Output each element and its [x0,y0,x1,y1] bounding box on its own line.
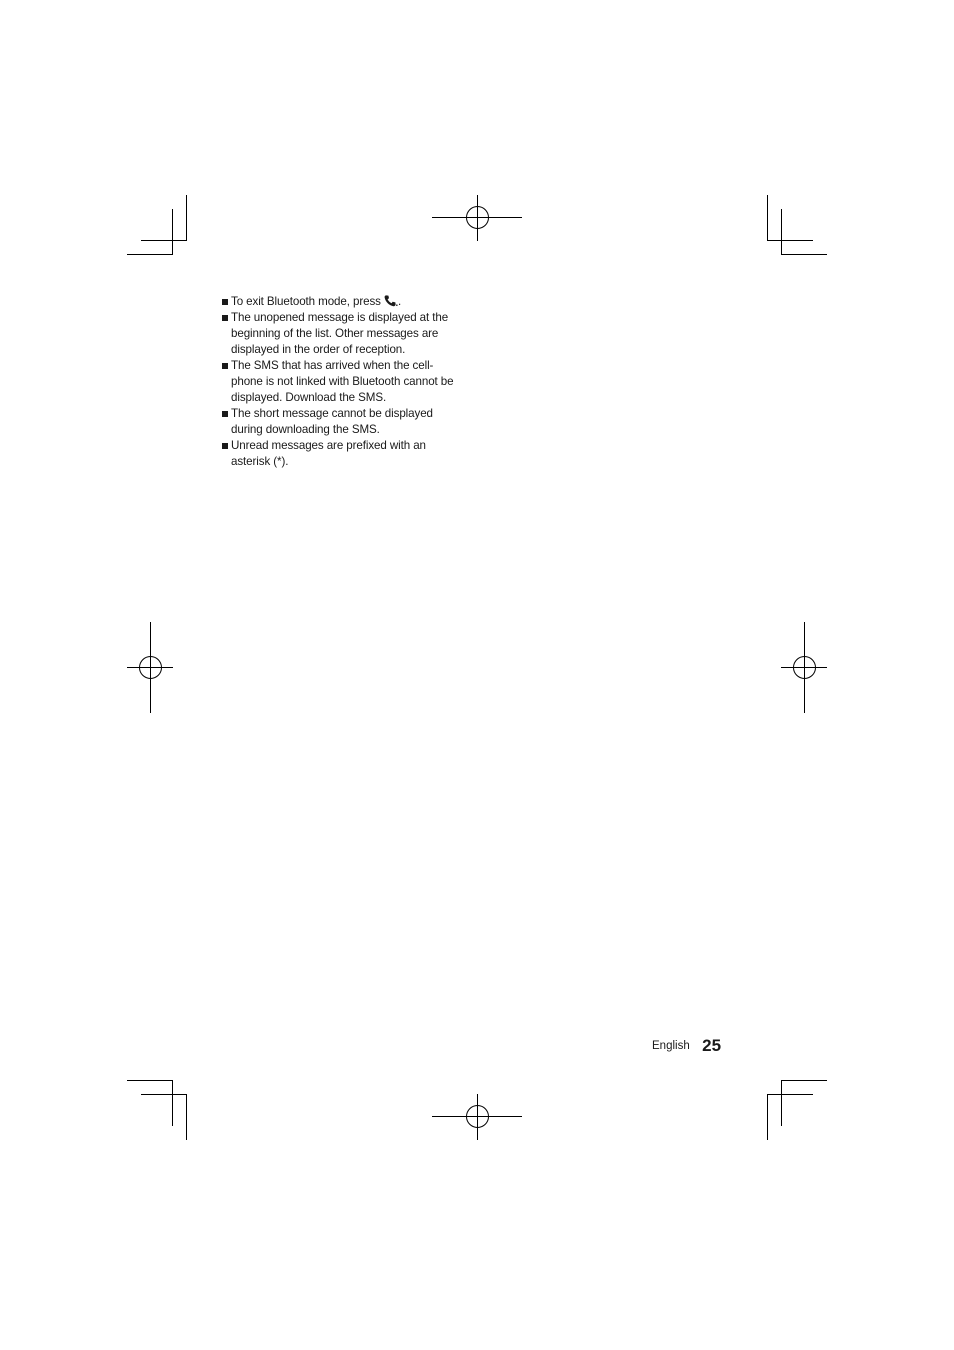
note-text: The unopened message is displayed at the beginning of the list. Other messages are displayed in the order of reception. [231,311,449,356]
note-item [221,358,461,406]
footer-language: English [652,1040,690,1052]
note-text: Unread messages are prefixed with an asterisk (*). [231,439,426,468]
note-item [221,438,461,470]
note-text: The SMS that has arrived when the cell-phone is not linked with Bluetooth cannot be displayed. Download the SMS. [231,359,454,404]
crop-mark-bottom-right [767,1080,827,1140]
note-item [221,406,461,438]
note-item [221,294,461,310]
phone-icon [384,295,398,307]
notes-list [221,294,461,470]
bullet-square-icon [222,315,228,321]
page-number: 25 [702,1036,722,1055]
bullet-square-icon [222,363,228,369]
crop-mark-top-right [767,195,827,255]
bullet-square-icon [222,443,228,449]
note-item [221,310,461,358]
note-text: To exit Bluetooth mode, press [231,295,384,308]
bullet-square-icon [222,411,228,417]
crop-mark-top-left [127,195,187,255]
bullet-square-icon [222,299,228,305]
note-text: The short message cannot be displayed during downloading the SMS. [231,407,433,436]
registration-mark-left [127,622,173,713]
note-text-end: . [397,295,402,308]
crop-mark-bottom-left [127,1080,187,1140]
page-footer [652,1036,721,1058]
registration-mark-top [432,195,522,241]
registration-mark-bottom [432,1094,522,1140]
registration-mark-right [781,622,827,713]
